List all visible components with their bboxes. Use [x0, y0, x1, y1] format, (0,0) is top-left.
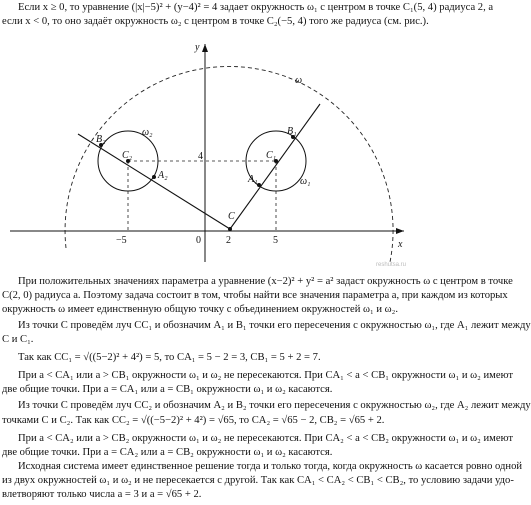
- p6-line-1: При a < CA₂ или a > CB₂ окружности ω₁ и ω₂ не пересекаются. При CA₂ < a < CB₂ окружности ω₁ и ω₂ имеют: [18, 433, 513, 444]
- intro-line-2: если x < 0, то оно задаёт окружность ω₂ с центром в точке C₂(−5, 4) того же радиуса (см. рис.).: [2, 16, 429, 27]
- a1-label: A₁: [248, 174, 258, 185]
- p3-line-1: Так как CC₁ = √((5−2)² + 4²) = 5, то CA₁ = 5 − 2 = 3, CB₁ = 5 + 2 = 7.: [18, 352, 321, 363]
- p1-line-1: При положительных значениях параметра a уравнение (x−2)² + y² = a² задаст окружность ω с центром в точке: [18, 276, 513, 287]
- geometry-figure: [0, 32, 474, 267]
- point-a1: [257, 183, 261, 187]
- y-axis-label: y: [195, 42, 200, 53]
- p6-line-2: две общие точки. При a = CA₂ или a = CB₂ окружности ω₁ и ω₂ касаются.: [2, 447, 333, 458]
- x-axis-label: x: [398, 239, 403, 250]
- tick-0: 0: [196, 235, 201, 246]
- tick-5: 5: [273, 235, 278, 246]
- p7-line-1: Исходная система имеет единственное решение тогда и только тогда, когда окружность ω касается ровно одной: [18, 461, 523, 472]
- tick-neg5: −5: [116, 235, 127, 246]
- y-axis-arrow: [202, 44, 208, 52]
- c-label: C: [228, 211, 235, 222]
- p2-line-1: Из точки C проведём луч CC₁ и обозначим A₁ и B₁ точки его пересечения с окружностью ω₁, где A₁ лежит между: [18, 320, 531, 331]
- omega-circle: [65, 66, 393, 262]
- ray-c-c1: [230, 104, 320, 229]
- tick-4: 4: [198, 151, 203, 162]
- x-axis-arrow: [396, 228, 404, 234]
- omega1-label: ω₁: [300, 176, 311, 187]
- b2-label: B₂: [96, 134, 106, 145]
- omega-label: ω: [295, 75, 303, 86]
- b1-label: B₁: [287, 126, 297, 137]
- tick-2: 2: [226, 235, 231, 246]
- ray-c-c2: [78, 134, 230, 229]
- p5-line-1: Из точки C проведём луч CC₂ и обозначим A₂ и B₂ точки его пересечения с окружностью ω₂, где A₂ лежит между: [18, 400, 531, 411]
- p7-line-3: влетворяют только числа a = 3 и a = √65 + 2.: [2, 489, 202, 500]
- p1-line-3: окружность ω имеет единственную общую точку с объединением окружностей ω₁ и ω₂.: [2, 304, 398, 315]
- point-a2: [152, 175, 156, 179]
- point-c: [228, 227, 232, 231]
- p1-line-2: C(2, 0) радиуса a. Поэтому задача состоит в том, чтобы найти все значения параметра a, при каждом из которых: [2, 290, 508, 301]
- p7-line-2: из двух окружностей ω₁ и ω₂ и не пересекается с другой. Так как CA₁ < CA₂ < CB₁ < CB₂, то условию задачи удо-: [2, 475, 514, 486]
- a2-label: A₂: [158, 170, 168, 181]
- c1-label: C₁: [266, 150, 277, 161]
- p5-line-2: точками C и C₂. Так как CC₂ = √((−5−2)² + 4²) = √65, то CA₂ = √65 − 2, CB₂ = √65 + 2.: [2, 415, 385, 426]
- p4-line-1: При a < CA₁ или a > CB₁ окружности ω₁ и ω₂ не пересекаются. При CA₁ < a < CB₁ окружности ω₁ и ω₂ имеют: [18, 370, 513, 381]
- c2-label: C₂: [122, 150, 133, 161]
- p2-line-2: C и C₁.: [2, 334, 34, 345]
- p4-line-2: две общие точки. При a = CA₁ или a = CB₁ окружности ω₁ и ω₂ касаются.: [2, 384, 333, 395]
- watermark: reshutsa.ru: [376, 262, 407, 268]
- omega2-label: ω₂: [142, 127, 153, 138]
- intro-line-1: Если x ≥ 0, то уравнение (|x|−5)² + (y−4)² = 4 задает окружность ω₁ с центром в точке C₁(5, 4) радиуса 2, а: [18, 2, 494, 13]
